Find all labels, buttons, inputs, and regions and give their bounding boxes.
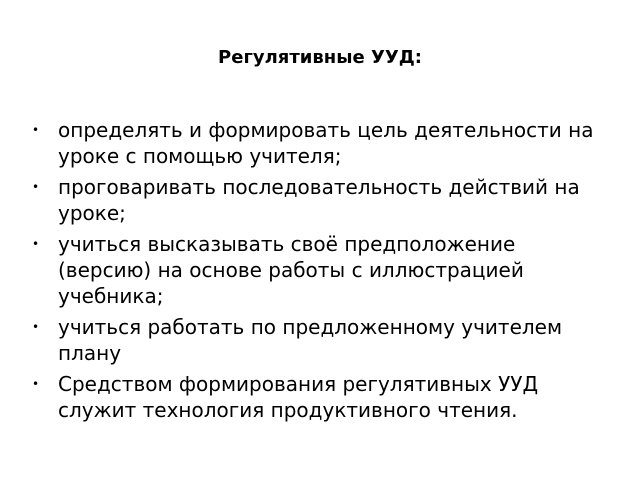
bullet-icon: •: [32, 320, 40, 334]
list-item-text: учиться высказывать своё предположение (версию) на основе работы с иллюстрацией учебника;: [58, 232, 524, 308]
bullet-icon: •: [32, 123, 40, 137]
list-item: [32, 371, 612, 423]
bullet-icon: •: [32, 377, 40, 391]
list-item-text: определять и формировать цель деятельности на уроке с помощью учителя;: [58, 118, 594, 168]
list-item: [32, 231, 612, 309]
list-item: [32, 117, 612, 169]
bullet-icon: •: [32, 237, 40, 251]
list-item-text: Средством формирования регулятивных УУД служит технология продуктивного чтения.: [58, 372, 539, 422]
list-item: [32, 174, 612, 226]
bullet-icon: •: [32, 180, 40, 194]
list-item-text: учиться работать по предложенному учителем плану: [58, 315, 563, 365]
slide-title: Регулятивные УУД:: [218, 47, 422, 68]
list-item-text: проговаривать последовательность действий на уроке;: [58, 175, 580, 225]
list-item: [32, 314, 612, 366]
bullet-list: [32, 117, 612, 428]
